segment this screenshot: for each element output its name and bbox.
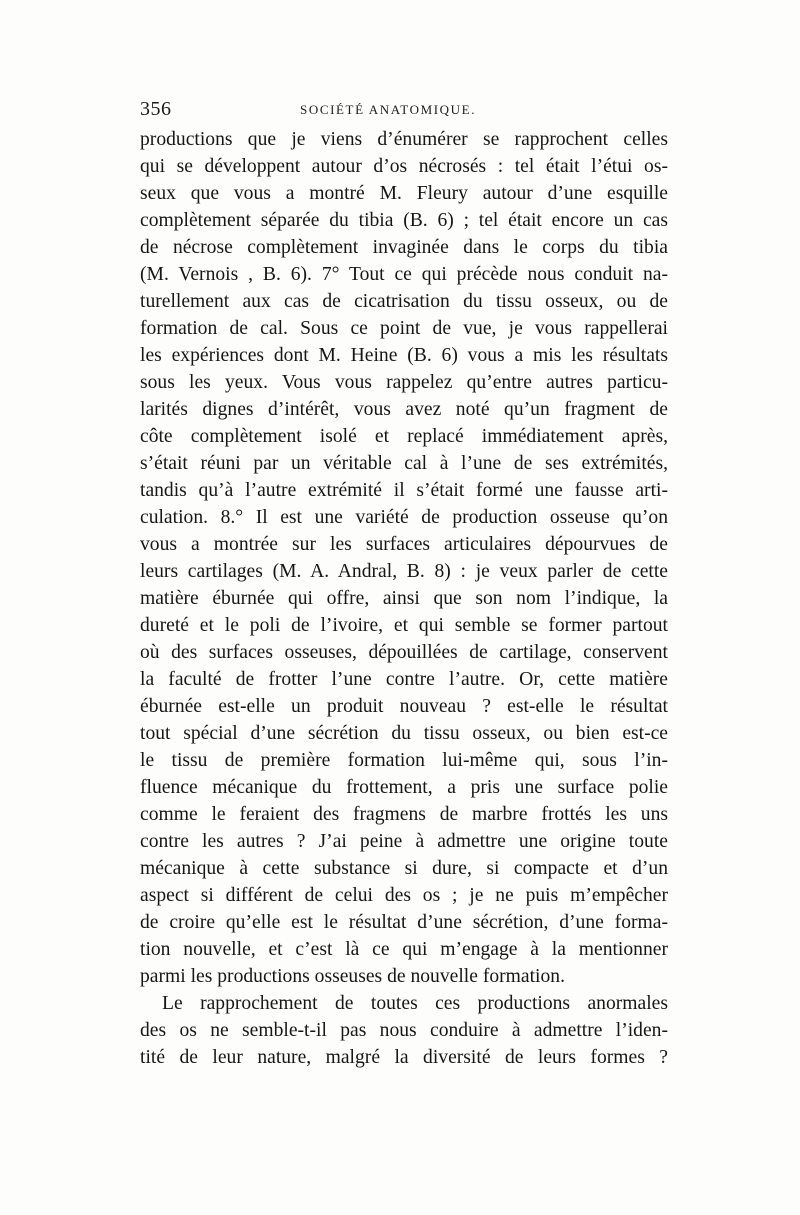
body-text xyxy=(140,126,668,1071)
text-line: sous les yeux. Vous vous rappelez qu’entre autres particu- xyxy=(140,372,668,393)
text-line: matière éburnée qui offre, ainsi que son nom l’indique, la xyxy=(140,588,668,609)
page-number: 356 xyxy=(140,98,172,120)
text-line: le tissu de première formation lui-même qui, sous l’in- xyxy=(140,750,668,771)
text-line: éburnée est-elle un produit nouveau ? est-elle le résultat xyxy=(140,696,668,717)
text-line: les expériences dont M. Heine (B. 6) vous a mis les résultats xyxy=(140,345,668,366)
text-line: s’était réuni par un véritable cal à l’une de ses extrémités, xyxy=(140,453,668,474)
running-title: SOCIÉTÉ ANATOMIQUE. xyxy=(300,102,477,117)
text-line: de croire qu’elle est le résultat d’une sécrétion, d’une forma- xyxy=(140,912,668,933)
text-line: où des surfaces osseuses, dépouillées de cartilage, conservent xyxy=(140,642,668,663)
text-line: tion nouvelle, et c’est là ce qui m’engage à la mentionner xyxy=(140,939,668,960)
text-line: culation. 8.° Il est une variété de production osseuse qu’on xyxy=(140,507,668,528)
text-line: mécanique à cette substance si dure, si compacte et d’un xyxy=(140,858,668,879)
text-line: formation de cal. Sous ce point de vue, je vous rappellerai xyxy=(140,318,668,339)
text-line: productions que je viens d’énumérer se rapprochent celles xyxy=(140,129,668,150)
text-line: (M. Vernois , B. 6). 7° Tout ce qui précède nous conduit na- xyxy=(140,264,668,285)
text-line: vous a montrée sur les surfaces articulaires dépourvues de xyxy=(140,534,668,555)
text-line: tout spécial d’une sécrétion du tissu osseux, ou bien est-ce xyxy=(140,723,668,744)
text-line: qui se développent autour d’os nécrosés : tel était l’étui os- xyxy=(140,156,668,177)
text-line: des os ne semble-t-il pas nous conduire à admettre l’iden- xyxy=(140,1020,668,1041)
text-line: tité de leur nature, malgré la diversité de leurs formes ? xyxy=(140,1047,668,1068)
text-line: comme le feraient des fragmens de marbre frottés les uns xyxy=(140,804,668,825)
text-line: complètement séparée du tibia (B. 6) ; tel était encore un cas xyxy=(140,210,668,231)
text-line: fluence mécanique du frottement, a pris une surface polie xyxy=(140,777,668,798)
running-header xyxy=(140,98,668,124)
text-line: leurs cartilages (M. A. Andral, B. 8) : je veux parler de cette xyxy=(140,561,668,582)
text-line: turellement aux cas de cicatrisation du tissu osseux, ou de xyxy=(140,291,668,312)
text-line: Le rapprochement de toutes ces productions anormales xyxy=(162,993,668,1014)
text-line: côte complètement isolé et replacé immédiatement après, xyxy=(140,426,668,447)
text-line: tandis qu’à l’autre extrémité il s’était formé une fausse arti- xyxy=(140,480,668,501)
text-line: larités dignes d’intérêt, vous avez noté qu’un fragment de xyxy=(140,399,668,420)
text-line: seux que vous a montré M. Fleury autour d’une esquille xyxy=(140,183,668,204)
text-line: parmi les productions osseuses de nouvelle formation. xyxy=(140,966,565,987)
text-line: la faculté de frotter l’une contre l’autre. Or, cette matière xyxy=(140,669,668,690)
text-line: de nécrose complètement invaginée dans le corps du tibia xyxy=(140,237,668,258)
text-line: aspect si différent de celui des os ; je ne puis m’empêcher xyxy=(140,885,668,906)
text-line: dureté et le poli de l’ivoire, et qui semble se former partout xyxy=(140,615,668,636)
text-line: contre les autres ? J’ai peine à admettre une origine toute xyxy=(140,831,668,852)
